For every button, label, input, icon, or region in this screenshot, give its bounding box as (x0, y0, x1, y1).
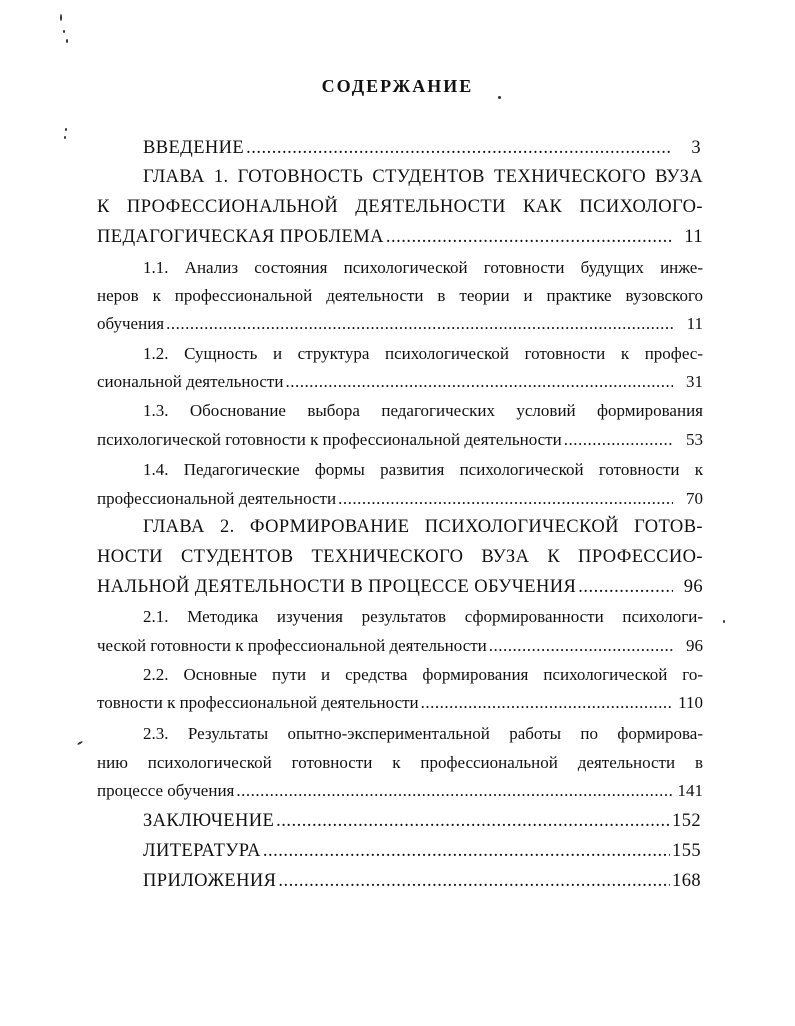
toc-entry-section-2-3 (97, 780, 703, 802)
chapter-1-line-2: К ПРОФЕССИОНАЛЬНОЙ ДЕЯТЕЛЬНОСТИ КАК ПСИХОЛОГО- (97, 197, 703, 217)
toc-entry-appendix (143, 870, 701, 892)
scan-speck (723, 620, 725, 623)
page-title: СОДЕРЖАНИЕ (321, 76, 474, 96)
section-2-3-line-3: процессе обучения (97, 781, 235, 800)
section-1-4-line-1: 1.4. Педагогические формы развития психологической готовности к (143, 460, 703, 479)
scan-speck (77, 741, 83, 746)
scan-speck (64, 136, 66, 139)
toc-page-number: 11 (684, 227, 703, 247)
chapter-2-line-1: ГЛАВА 2. ФОРМИРОВАНИЕ ПСИХОЛОГИЧЕСКОЙ ГОТОВ- (143, 517, 703, 537)
toc-entry-title: ЛИТЕРАТУРА (143, 841, 261, 861)
toc-entry-intro (143, 137, 701, 159)
toc-entry-chapter-2 (97, 576, 703, 598)
toc-entry-section-1-1 (97, 313, 703, 335)
toc-page-number: 11 (686, 314, 703, 333)
toc-page-number: 155 (672, 841, 701, 861)
section-2-1-line-1: 2.1. Методика изучения результатов сформированности психологи- (143, 607, 703, 626)
toc-entry-section-2-1 (97, 635, 703, 657)
toc-entry-section-2-2 (97, 692, 703, 714)
toc-entry-conclusion (143, 810, 701, 832)
chapter-1-line-1: ГЛАВА 1. ГОТОВНОСТЬ СТУДЕНТОВ ТЕХНИЧЕСКОГО ВУЗА (143, 167, 703, 187)
section-1-2-line-2: сиональной деятельности (97, 372, 284, 391)
section-1-3-line-1: 1.3. Обоснование выбора педагогических условий формирования (143, 401, 703, 420)
toc-page-number: 110 (678, 693, 703, 712)
scan-speck (498, 96, 501, 99)
toc-page-number: 152 (672, 811, 701, 831)
section-2-3-line-2: нию психологической готовности к профессиональной деятельности в (97, 753, 703, 772)
toc-page-number: 31 (686, 372, 703, 391)
section-2-2-line-1: 2.2. Основные пути и средства формирования психологической го- (143, 665, 703, 684)
section-2-1-line-2: ческой готовности к профессиональной деятельности (97, 636, 487, 655)
section-1-4-line-2: профессиональной деятельности (97, 489, 337, 508)
scan-speck (66, 39, 68, 43)
section-1-1-line-2: неров к профессиональной деятельности в теории и практике вузовского (97, 286, 703, 305)
toc-entry-section-1-3 (97, 429, 703, 451)
toc-page-number: 96 (683, 577, 703, 597)
toc-entry-literature (143, 840, 701, 862)
toc-entry-title: ЗАКЛЮЧЕНИЕ (143, 811, 275, 831)
toc-page-number: 141 (677, 781, 703, 800)
toc-page-number: 3 (691, 138, 701, 158)
scan-speck (63, 30, 65, 33)
toc-entry-section-1-2 (97, 371, 703, 393)
toc-page-number: 53 (686, 430, 703, 449)
section-1-3-line-2: психологической готовности к профессиональной деятельности (97, 430, 562, 449)
toc-entry-title: ВВЕДЕНИЕ (143, 138, 245, 158)
scan-speck (60, 14, 62, 21)
toc-page-number: 96 (686, 636, 703, 655)
toc-page-number: 70 (686, 489, 703, 508)
toc-page-number: 168 (672, 871, 701, 891)
scan-speck (65, 128, 67, 131)
section-1-1-line-3: обучения (97, 314, 165, 333)
section-1-1-line-1: 1.1. Анализ состояния психологической готовности будущих инже- (143, 258, 703, 277)
toc-entry-section-1-4 (97, 488, 703, 510)
section-2-3-line-1: 2.3. Результаты опытно-экспериментальной работы по формирова- (143, 724, 703, 743)
chapter-2-line-2: НОСТИ СТУДЕНТОВ ТЕХНИЧЕСКОГО ВУЗА К ПРОФЕССИО- (97, 547, 703, 567)
section-1-2-line-1: 1.2. Сущность и структура психологической готовности к профес- (143, 344, 703, 363)
chapter-2-line-3: НАЛЬНОЙ ДЕЯТЕЛЬНОСТИ В ПРОЦЕССЕ ОБУЧЕНИЯ (97, 577, 577, 597)
section-2-2-line-2: товности к профессиональной деятельности (97, 693, 419, 712)
chapter-1-line-3: ПЕДАГОГИЧЕСКАЯ ПРОБЛЕМА (97, 227, 384, 247)
toc-entry-title: ПРИЛОЖЕНИЯ (143, 871, 277, 891)
toc-entry-chapter-1 (97, 226, 703, 248)
